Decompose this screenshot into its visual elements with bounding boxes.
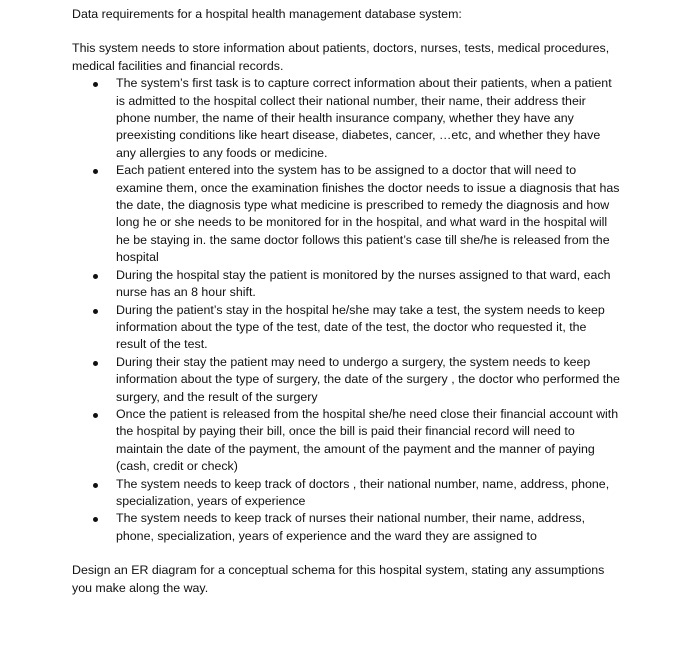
list-item <box>116 510 620 545</box>
bullet-icon <box>93 517 98 522</box>
closing-paragraph: Design an ER diagram for a conceptual schema for this hospital system, stating any assumptions you make along the way. <box>72 563 605 595</box>
list-item <box>116 162 620 266</box>
bullet-icon <box>93 82 98 87</box>
list-item <box>116 302 620 354</box>
list-item <box>116 476 620 511</box>
document-heading: Data requirements for a hospital health management database system: <box>72 7 462 21</box>
list-item-text: Once the patient is released from the hospital she/he need close their financial account with the hospital by paying their bill, once the bill is paid their financial record will need to maintain the date of the payment, the amount of the payment and the manner of paying (cash, credit or check) <box>116 406 619 474</box>
list-item-text: During the hospital stay the patient is monitored by the nurses assigned to that ward, each nurse has an 8 hour shift. <box>116 267 611 300</box>
list-item-text: Each patient entered into the system has to be assigned to a doctor that will need to examine them, once the examination finishes the doctor needs to issue a diagnosis that has the date, the diagnosis type what medicine is prescribed to remedy the diagnosis and how long he or she needs to be monitored for in the hospital, and what ward in the hospital will he be staying in. the same doctor follows this patient’s case till she/he is released from the hospital <box>116 163 620 265</box>
requirements-list <box>72 75 620 545</box>
document-body <box>72 6 620 597</box>
list-item-text: The system’s first task is to capture correct information about their patients, when a patient is admitted to the hospital collect their national number, their name, their address their phone number, the name of their health insurance company, whether they have any preexisting conditions like heart disease, diabetes, cancer, …etc, and whether they have any allergies to any foods or medicine. <box>116 76 612 160</box>
list-item-text: During the patient’s stay in the hospital he/she may take a test, the system needs to keep information about the type of the test, date of the test, the doctor who requested it, the result of the test. <box>116 302 605 352</box>
list-item <box>116 267 620 302</box>
list-item <box>116 354 620 406</box>
intro-paragraph: This system needs to store information about patients, doctors, nurses, tests, medical procedures, medical facilities and financial records. <box>72 41 610 73</box>
list-item-text: The system needs to keep track of doctors , their national number, name, address, phone, specialization, years of experience <box>116 476 610 508</box>
list-item <box>116 75 620 162</box>
bullet-icon <box>93 309 98 314</box>
bullet-icon <box>93 169 98 174</box>
bullet-icon <box>93 413 98 418</box>
bullet-icon <box>93 361 98 366</box>
bullet-icon <box>93 483 98 488</box>
list-item-text: The system needs to keep track of nurses their national number, their name, address, phone, specialization, years of experience and the ward they are assigned to <box>116 511 586 543</box>
list-item-text: During their stay the patient may need to undergo a surgery, the system needs to keep information about the type of surgery, the date of the surgery , the doctor who performed the surgery, and the result of the surgery <box>116 354 620 404</box>
bullet-icon <box>93 274 98 279</box>
list-item <box>116 406 620 476</box>
